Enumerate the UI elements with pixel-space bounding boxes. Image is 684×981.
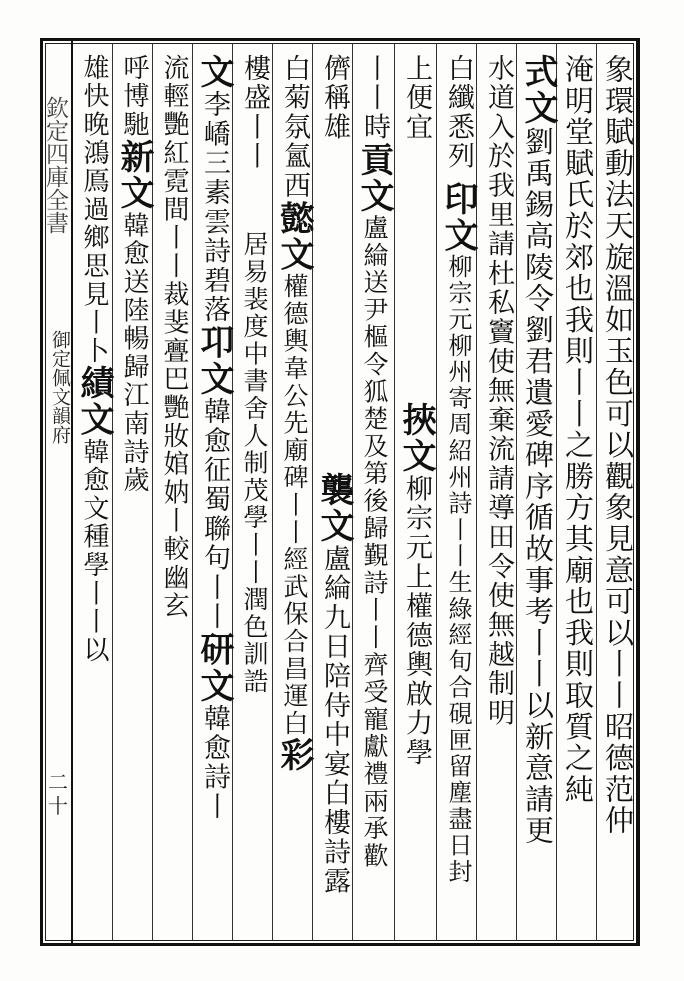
- entry-headword: 貢文: [354, 141, 394, 215]
- text-column: [396, 54, 436, 934]
- text-column: [234, 54, 274, 934]
- column-text: 晚鴻鳫過鄉思見丨卜: [79, 110, 109, 366]
- column-text: 雄快: [79, 54, 109, 111]
- entry-headword: 挾文: [396, 401, 436, 475]
- column-text: 象環賦動法天旋溫如玉色可以觀象見意可以丨丨昭德范仲: [601, 54, 635, 837]
- column-text: 韓愈送陸暢歸江南詩歲: [119, 211, 149, 495]
- text-column: [274, 54, 314, 934]
- text-column: [598, 54, 638, 934]
- column-text: 韓愈詩丨: [199, 704, 230, 822]
- column-rule: [394, 44, 395, 940]
- text-column: [114, 54, 154, 934]
- column-text: 李嶠三素雲詩碧落: [199, 90, 230, 325]
- column-text: 呼博馳: [119, 54, 149, 139]
- entry-headword: 卭文: [194, 324, 234, 398]
- column-text: 盧綸送尹樞令狐楚及第後歸覲詩丨丨齊受寵獻禮兩承歡: [360, 214, 389, 870]
- text-column: [558, 54, 598, 934]
- text-column: [518, 54, 558, 934]
- text-column: [438, 54, 478, 934]
- column-text: 權德輿韋公先廟碑丨丨經武保合昌運白: [280, 273, 309, 738]
- entry-headword: 襲文: [314, 471, 354, 545]
- column-text: 淹明堂賦氏於郊也我則丨丨之勝方其廟也我則取質之純: [561, 54, 595, 806]
- text-column: [154, 54, 194, 934]
- column-text: 流輕艷紅霓間丨丨裁斐亹巴艷妝婠妠丨較幽玄: [159, 54, 189, 620]
- page-number: 二十: [48, 770, 68, 818]
- entry-headword: 文: [194, 54, 234, 91]
- entry-headword: 式文: [518, 54, 558, 127]
- column-text: 居易裴度中書舍人制茂學丨丨潤色訓誥: [240, 231, 269, 696]
- column-text: 柳宗元柳州寄周紹州詩丨丨生綠經旬合硯匣留塵盡日封: [444, 253, 472, 886]
- column-text: 韓愈文種學丨丨以: [79, 437, 109, 665]
- column-text: 丨丨時: [359, 54, 390, 142]
- text-column: [74, 54, 114, 934]
- entry-headword: 績文: [74, 365, 114, 438]
- book-subtitle: 御定佩文韻府: [49, 330, 71, 444]
- text-columns: [76, 44, 636, 940]
- column-text: 樓盛丨丨: [239, 54, 270, 172]
- text-column: [478, 54, 518, 934]
- column-text: 水道入於我里請杜私竇使無棄流請導田令使無越制明: [483, 54, 514, 728]
- column-text: 白纖悉列: [443, 54, 474, 172]
- column-text: 韓愈征蜀聯句丨丨: [199, 397, 230, 632]
- column-rule: [436, 44, 437, 940]
- text-column: [314, 54, 354, 934]
- entry-headword: 新文: [114, 138, 154, 212]
- entry-headword: 印文: [438, 181, 478, 254]
- text-column: [194, 54, 234, 934]
- column-text: 上便宜: [401, 54, 432, 142]
- text-column: [354, 54, 394, 934]
- entry-headword: 研文: [194, 631, 234, 705]
- entry-headword: 懿文: [274, 200, 314, 274]
- column-text: 柳宗元上權德輿啟力學: [401, 474, 432, 768]
- entry-headword: 彩: [274, 737, 314, 774]
- column-text: 盧綸九日陪侍中宴白樓詩露: [319, 544, 350, 897]
- book-title: 欽定四庫全書: [42, 96, 68, 234]
- column-text: 儕稱雄: [319, 54, 350, 142]
- column-text: 劉禹錫高陵令劉君遺愛碑序循故事考丨丨以新意請更: [521, 126, 555, 847]
- column-text: 白菊氛氳西: [279, 54, 310, 201]
